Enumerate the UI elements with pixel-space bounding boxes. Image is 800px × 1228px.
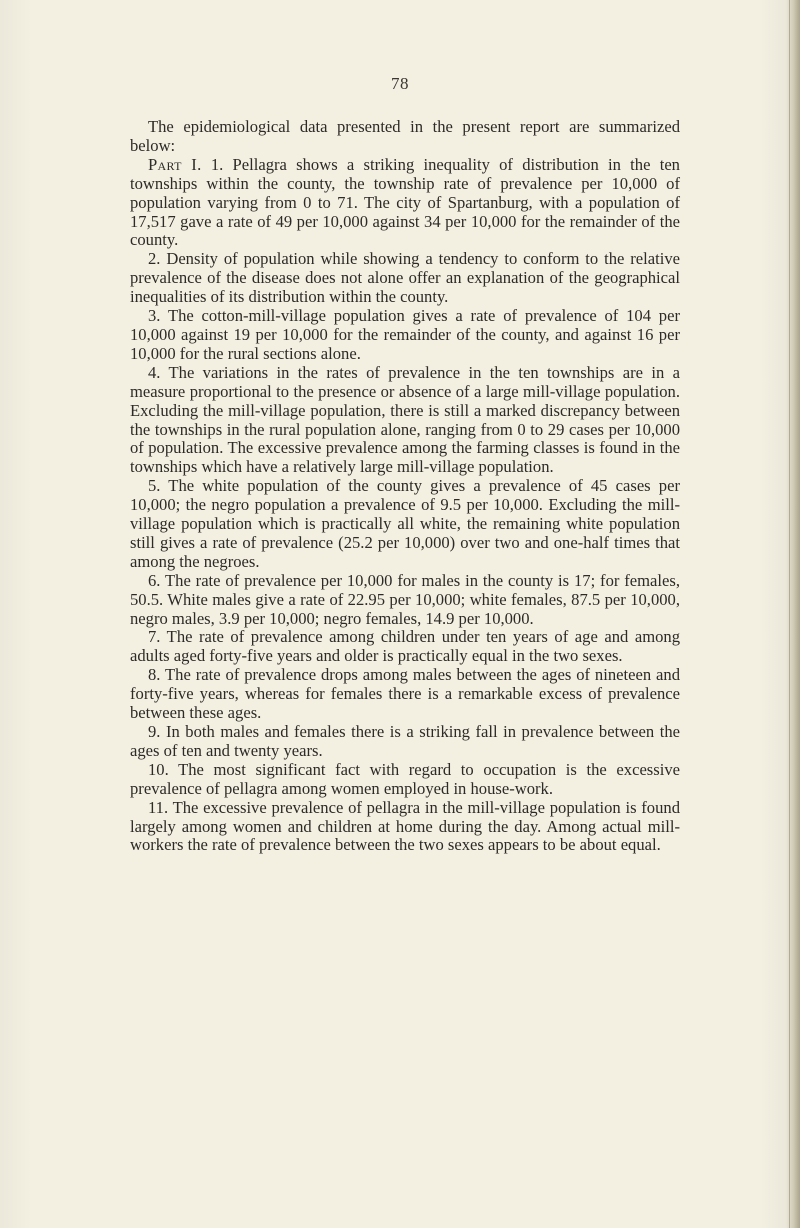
paragraph-1 [130, 156, 680, 251]
paragraph-2: 2. Density of population while showing a tendency to conform to the relative prevalence of the disease does not alone offer an explanation of the geographical inequalities of its distribution within the county. [130, 249, 680, 307]
intro-paragraph: The epidemiological data presented in the present report are summarized below: [130, 117, 680, 155]
paragraph-11: 11. The excessive prevalence of pellagra in the mill-village population is found largely among women and children at home during the day. Among actual mill-workers the rate of prevalence between the two sexes appears to be about equal. [130, 797, 680, 855]
paragraph-4: 4. The variations in the rates of prevalence in the ten townships are in a measure proportional to the presence or absence of a large mill-village population. Excluding the mill-village population, there is still a marked discrepancy between the townships in the rural population alone, ranging from 0 to 29 cases per 10,000 of population. The excessive prevalence among the farming classes is found in the townships which have a relatively large mill-village population. [130, 362, 680, 477]
paragraph-5: 5. The white population of the county gives a prevalence of 45 cases per 10,000; the negro population a prevalence of 9.5 per 10,000. Excluding the mill-village population which is practically all white, the remaining white population still gives a rate of prevalence (25.2 per 10,000) over two and one-half times that among the negroes. [130, 476, 680, 571]
paragraph-7: 7. The rate of prevalence among children under ten years of age and among adults aged forty-five years and older is practically equal in the two sexes. [130, 627, 680, 666]
paragraph-8: 8. The rate of prevalence drops among males between the ages of nineteen and forty-five years, whereas for females there is a remarkable excess of prevalence between these ages. [130, 665, 680, 723]
body-text [130, 118, 680, 855]
page-edge-line [789, 0, 790, 1228]
paragraph-10: 10. The most significant fact with regard to occupation is the excessive prevalence of pellagra among women employed in house-work. [130, 759, 680, 798]
page-number: 78 [391, 74, 409, 93]
paragraph-9: 9. In both males and females there is a striking fall in prevalence between the ages of ten and twenty years. [130, 722, 680, 760]
paragraph-6: 6. The rate of prevalence per 10,000 for males in the county is 17; for females, 50.5. White males give a rate of 22.95 per 10,000; white females, 87.5 per 10,000, negro males, 3.9 per 10,000; negro females, 14.9 per 10,000. [130, 570, 680, 628]
part-label: Part I. [148, 154, 202, 174]
paragraph-3: 3. The cotton-mill-village population gives a rate of prevalence of 104 per 10,000 against 19 per 10,000 for the remainder of the county, and against 16 per 10,000 for the rural sections alone. [130, 306, 680, 363]
paragraph-1-text: 1. Pellagra shows a striking inequality of distribution in the ten townships within the county, the township rate of prevalence per 10,000 of population varying from 0 to 71. The city of Spartanburg, with a population of 17,517 gave a rate of 49 per 10,000 against 34 per 10,000 for the remainder of the county. [130, 154, 680, 250]
